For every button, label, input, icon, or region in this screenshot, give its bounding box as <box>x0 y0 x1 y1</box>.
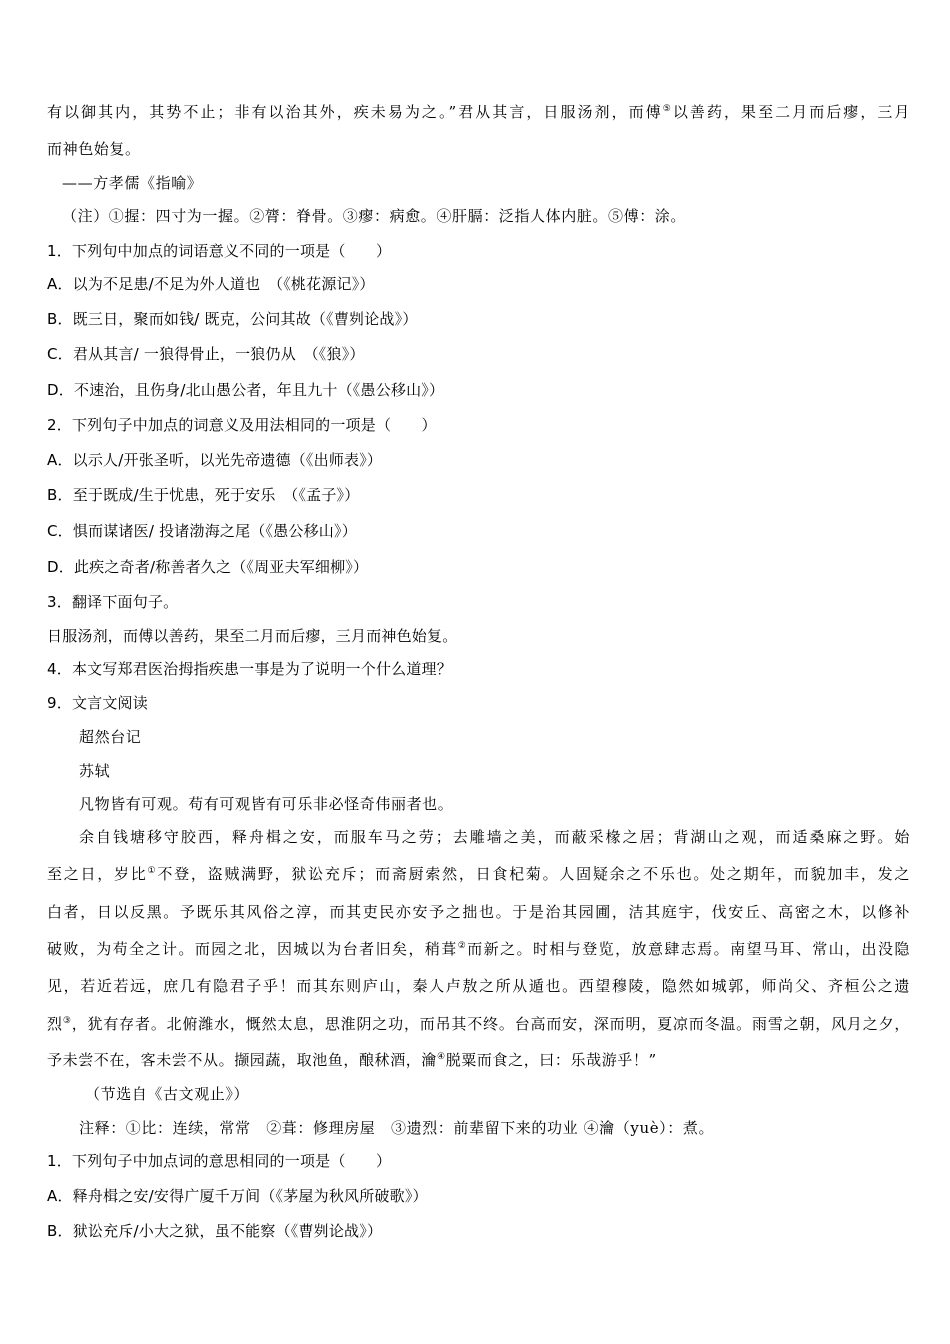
passage-note: （注）①握：四寸为一握。②膂：脊骨。③瘳：病愈。④肝膈：泛指人体内脏。⑤傅：涂。 <box>62 207 687 225</box>
option-text: B．至于既成/生于忧患，死于安乐 （《孟子》） <box>47 486 360 504</box>
option-text: C．君从其言/ 一狼得骨止，一狼仍从 （《狼》） <box>47 345 365 363</box>
option-text: C．惧而谋诸医/ 投诸渤海之尾（《愚公移山》） <box>47 522 357 540</box>
question-text: 3．翻译下面句子。 <box>47 593 179 611</box>
question-text: 2．下列句子中加点的词意义及用法相同的一项是（ ） <box>47 416 437 434</box>
question-text: 4．本文写郑君医治拇指疾患一事是为了说明一个什么道理？ <box>47 660 452 678</box>
passage-line: 烈③，犹有存者。北俯潍水，慨然太息，思淮阴之功，而吊其不终。台高而安，深而明，夏凉而冬温。雨雪之朝，风月之夕， <box>47 1015 910 1033</box>
passage-author: 苏轼 <box>79 762 111 780</box>
option-text: A．以为不足患/不足为外人道也 （《桃花源记》） <box>47 275 375 293</box>
passage-note: 注释：①比：连续，常常 ②葺：修理房屋 ③遗烈：前辈留下来的功业 ④瀹（yuè）：煮。 <box>79 1119 715 1137</box>
section-heading: 9．文言文阅读 <box>47 694 148 712</box>
passage-paragraph: 凡物皆有可观。苟有可观皆有可乐非必怪奇伟丽者也。 <box>79 795 454 813</box>
passage-source: （节选自《古文观止》） <box>85 1085 250 1103</box>
passage-title: 超然台记 <box>79 728 142 746</box>
passage-line: 见，若近若远，庶几有隐君子乎！而其东则庐山，秦人卢敖之所从遁也。西望穆陵，隐然如城郭，师尚父、齐桓公之遗 <box>47 977 910 995</box>
option-text: A．以示人/开张圣听，以光先帝遗德（《出师表》） <box>47 451 383 469</box>
passage-source: ——方孝儒《指喻》 <box>62 174 203 192</box>
passage-line: 有以御其内，其势不止；非有以治其外，疾未易为之。”君从其言，日服汤剂，而傅⑤以善药，果至二月而后瘳，三月 <box>47 103 911 121</box>
passage-line: 予未尝不在，客未尝不从。撷园蔬，取池鱼，酿秫酒，瀹④脱粟而食之，曰：乐哉游乎！” <box>47 1051 657 1069</box>
option-text: B．既三日，聚而如钱/ 既克，公问其故（《曹刿论战》） <box>47 310 418 328</box>
option-text: D．此疾之奇者/称善者久之（《周亚夫军细柳》） <box>47 558 369 576</box>
passage-line: 至之日，岁比①不登，盗贼满野，狱讼充斥；而斋厨索然，日食杞菊。人固疑余之不乐也。处之期年，而貌加丰，发之 <box>47 865 910 883</box>
passage-line: 破败，为苟全之计。而园之北，因城以为台者旧矣，稍葺②而新之。时相与登览，放意肆志焉。南望马耳、常山，出没隐 <box>47 940 910 958</box>
option-text: D．不速治，且伤身/北山愚公者，年且九十（《愚公移山》） <box>47 381 445 399</box>
question-text: 1．下列句子中加点词的意思相同的一项是（ ） <box>47 1152 392 1170</box>
option-text: B．狱讼充斥/小大之狱，虽不能察（《曹刿论战》） <box>47 1222 383 1240</box>
passage-line: 余自钱塘移守胶西，释舟楫之安，而服车马之劳；去雕墙之美，而蔽采椽之居；背湖山之观，而适桑麻之野。始 <box>79 828 910 846</box>
option-text: A．释舟楫之安/安得广厦千万间（《茅屋为秋风所破歌》） <box>47 1187 428 1205</box>
passage-line: 而神色始复。 <box>47 140 141 158</box>
passage-line: 白者，日以反黑。予既乐其风俗之淳，而其吏民亦安予之拙也。于是治其园圃，洁其庭宇，伐安丘、高密之木，以修补 <box>47 903 910 921</box>
question-text: 1．下列句中加点的词语意义不同的一项是（ ） <box>47 242 392 260</box>
translation-sentence: 日服汤剂，而傅以善药，果至二月而后瘳，三月而神色始复。 <box>47 627 458 645</box>
